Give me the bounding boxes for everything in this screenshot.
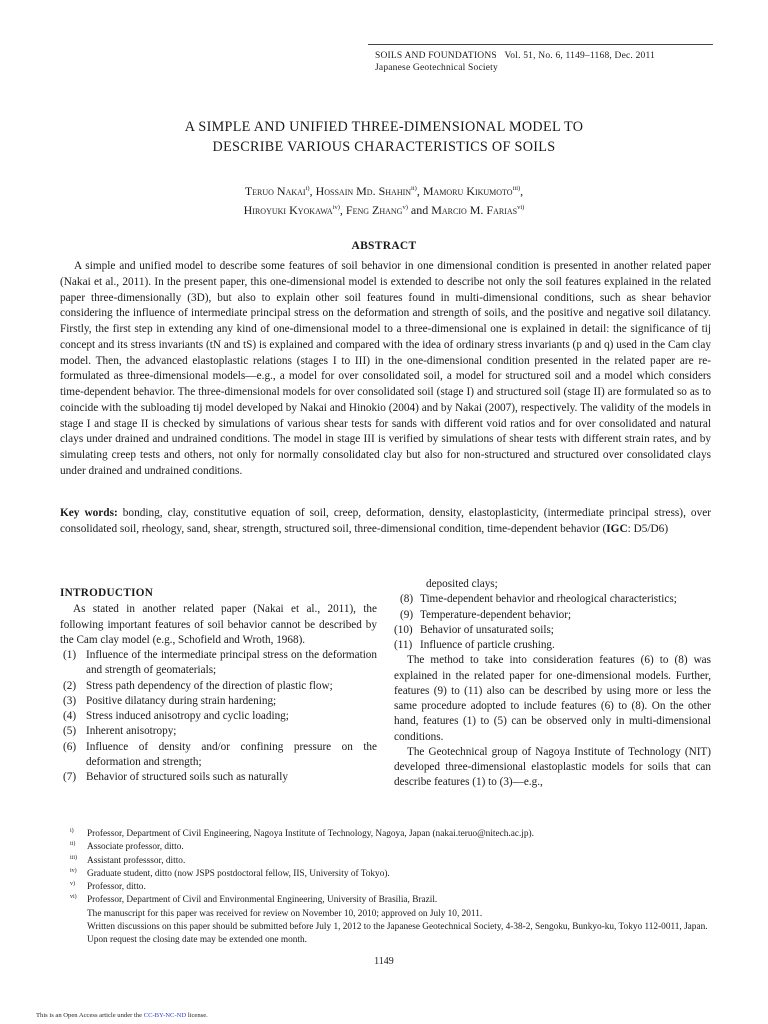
item-text: Time-dependent behavior and rheological characteristics; [420,593,677,606]
item-text: Influence of particle crushing. [420,639,555,651]
author-name: Teruo Nakai [244,184,306,198]
footnote-mark: iv) [70,867,77,874]
paper-title [0,117,768,157]
keywords-text: bonding, clay, constitutive equation of soil, creep, deformation, density, elastoplasticity, (intermediate principal stress), over consolidated soil, rheology, sand, shear, strength, structured soil, three-dimensional condition, time-dependent behavior ( [60,507,711,535]
author-mark: iii) [512,185,521,192]
author-mark: i) [305,185,310,192]
igc-value: : D5/D6) [627,522,669,535]
list-item [394,592,711,607]
item-text: Inherent anisotropy; [86,725,177,738]
footnote-mark: v) [70,881,75,887]
journal-header-rule [368,44,713,45]
author-mark: iv) [332,204,340,211]
footnote-text: Professor, Department of Civil and Environmental Engineering, University of Brasilia, Brazil. [87,895,438,906]
item-number: (2) [63,679,77,692]
footnote-mark: i) [70,828,74,834]
footnote-text: Associate professor, ditto. [87,842,184,853]
item-text: Influence of density and/or confining pressure on the deformation and strength; [86,740,377,768]
introduction-lead: As stated in another related paper (Nakai et al., 2011), the following important features of soil behavior cannot be described by the Cam clay model (e.g., Schofield and Wroth, 1968). [60,603,377,646]
item-number: (9) [400,608,414,621]
discussion-note: Written discussions on this paper should be submitted before July 1, 2012 to the Japanese Geotechnical Society, 4-38-2, Sengoku, Bunkyo-ku, Tokyo 112-0011, Japan. Upon request the closing date may be extended one month. [87,921,708,945]
footnote [70,841,720,854]
left-column [60,586,377,785]
item-text: Stress induced anisotropy and cyclic loading; [86,710,289,722]
list-item [394,608,711,623]
item-text: Influence of the intermediate principal stress on the deformation and strength of geomaterials; [86,649,377,677]
footnote-text: Graduate student, ditto (now JSPS postdoctoral fellow, IIS, University of Tokyo). [87,868,390,879]
journal-citation: SOILS AND FOUNDATIONS Vol. 51, No. 6, 1149–1168, Dec. 2011 [375,51,656,61]
feature-list-right [394,592,711,653]
footnote-text: Professor, Department of Civil Engineering, Nagoya Institute of Technology, Nagoya, Japan (nakai.teruo@nitech.ac.jp). [87,829,534,839]
list-item [60,740,377,771]
abstract-body: A simple and unified model to describe some features of soil behavior in one dimensional condition is presented in another related paper (Nakai et al., 2011). In the present paper, this one-dimensional model is extended to describe not only the soil features explained in the related paper three-dimensionally (3D), but also to explain other soil features found in multi-dimensional conditions, such as shear behavior considering the influence of intermediate principal stress on the deformation and strength of soils, and the positive and negative soil dilatancy. Firstly, the first step in extending any kind of one-dimensional model to a three-dimensional one is explained in detail: the significance of tij concept and its stress invariants (tN and tS) is explained and compared with the idea of ordinary stress invariants (p and q) used in the Cam clay model. Then, the advanced elastoplastic relations (stages I to III) in the one-dimensional condition presented in the related paper are re-formulated as three-dimensional models—e.g., a model for over consolidated soil, a model for structured soil and a model which considers time-dependent behavior. The three-dimensional models for over consolidated soil (stage I) and structured soil (stage II) are formulated so as to coincide with the subloading tij model developed by Nakai and Hinokio (2004) and by Nakai (2007), respectively. The validity of the models in stage I and stage II is checked by simulations of various shear tests for sands with different void ratios and for over consolidated and natural clays under drained and undrained conditions. The model in stage III is verified by simulations of shear tests with different strain rates, and by simulating creep tests and others, not only for normally consolidated clay but also for non-structured and structured over consolidated clays under drained and undrained conditions. [60,260,711,477]
introduction-paragraph-2: The method to take into consideration features (6) to (8) was explained in the related paper for one-dimensional models. Further, features (9) to (11) also can be described by using more or less the same procedure adopted to include features (6) to (8). On the other hand, features (1) to (5) can be observed only in multi-dimensional conditions. [394,654,711,743]
list-item [60,648,377,679]
footnotes [70,828,720,947]
footnote [70,881,720,894]
igc-label: IGC [606,522,628,535]
keywords [60,506,711,538]
author-name: Hossain Md. Shahin [315,184,412,198]
author-list [0,182,768,220]
introduction-heading: INTRODUCTION [60,587,154,599]
journal-society: Japanese Geotechnical Society [375,63,498,73]
list-item [60,770,377,785]
author-name: Hiroyuki Kyokawa [243,203,333,217]
footnote-text: Professor, ditto. [87,882,146,892]
item-text: Behavior of unsaturated soils; [420,623,554,636]
footnote [70,868,720,881]
item-text: Behavior of structured soils such as naturally [86,771,288,783]
right-column [394,577,711,791]
author-mark: v) [402,204,408,211]
list-item [394,623,711,638]
item-number: (1) [63,649,77,661]
authors-and: and [410,203,429,217]
list-item [60,679,377,694]
item-text: Temperature-dependent behavior; [420,608,572,621]
item-7-continuation: deposited clays; [426,578,498,590]
item-text: Positive dilatancy during strain hardening; [86,694,277,707]
footnote-mark: iii) [70,854,77,861]
list-item [60,694,377,709]
footnote [70,894,720,907]
license-link[interactable]: CC-BY-NC-ND [143,1012,187,1019]
item-number: (4) [63,710,77,722]
item-number: (11) [394,639,413,651]
item-number: (10) [394,623,413,636]
footnote-mark: vi) [70,894,77,901]
author-name: Mamoru Kikumoto [422,184,513,198]
list-item [394,638,711,653]
keywords-label: Key words: [60,507,118,519]
author-name: Marcio M. Farias [431,203,518,217]
item-text: Stress path dependency of the direction of plastic flow; [86,679,333,692]
author-mark: vi) [517,204,525,211]
license-prefix: This is an Open Access article under the [36,1012,144,1019]
list-item [60,709,377,724]
item-number: (7) [63,771,77,783]
list-item [60,724,377,739]
license-suffix: license. [186,1012,208,1019]
journal-header [375,50,655,74]
abstract-heading: ABSTRACT [351,240,417,252]
author-line-2: Hiroyuki Kyokawa$^{iv)}$, Feng Zhang$^{v)}$ and Marcio M. Farias$^{vi)}$ [243,203,525,217]
author-name: Feng Zhang [345,203,403,217]
manuscript-note: The manuscript for this paper was received for review on November 10, 2010; approved on July 10, 2011. [87,908,483,919]
item-number: (3) [63,694,77,707]
author-mark: ii) [411,185,417,192]
page-number: 1149 [374,956,394,967]
feature-list-left [60,648,377,785]
title-line-1: A SIMPLE AND UNIFIED THREE-DIMENSIONAL MODEL TO [184,119,584,135]
footnote-mark: ii) [70,841,76,848]
author-line-1: Teruo Nakai$^{i)}$, Hossain Md. Shahin$^{ii)}$, Mamoru Kikumoto$^{iii)}$, [244,184,524,198]
title-line-2: DESCRIBE VARIOUS CHARACTERISTICS OF SOILS [212,139,556,155]
license-note [36,1012,208,1019]
introduction-paragraph-3: The Geotechnical group of Nagoya Institute of Technology (NIT) developed three-dimensional elastoplastic models for soils that can describe features (1) to (3)—e.g., [394,745,711,789]
footnote [70,855,720,868]
footnote [70,828,720,841]
item-number: (8) [400,593,414,606]
item-number: (6) [63,740,77,753]
item-number: (5) [63,725,77,738]
footnote-text: Assistant professsor, ditto. [87,855,186,866]
